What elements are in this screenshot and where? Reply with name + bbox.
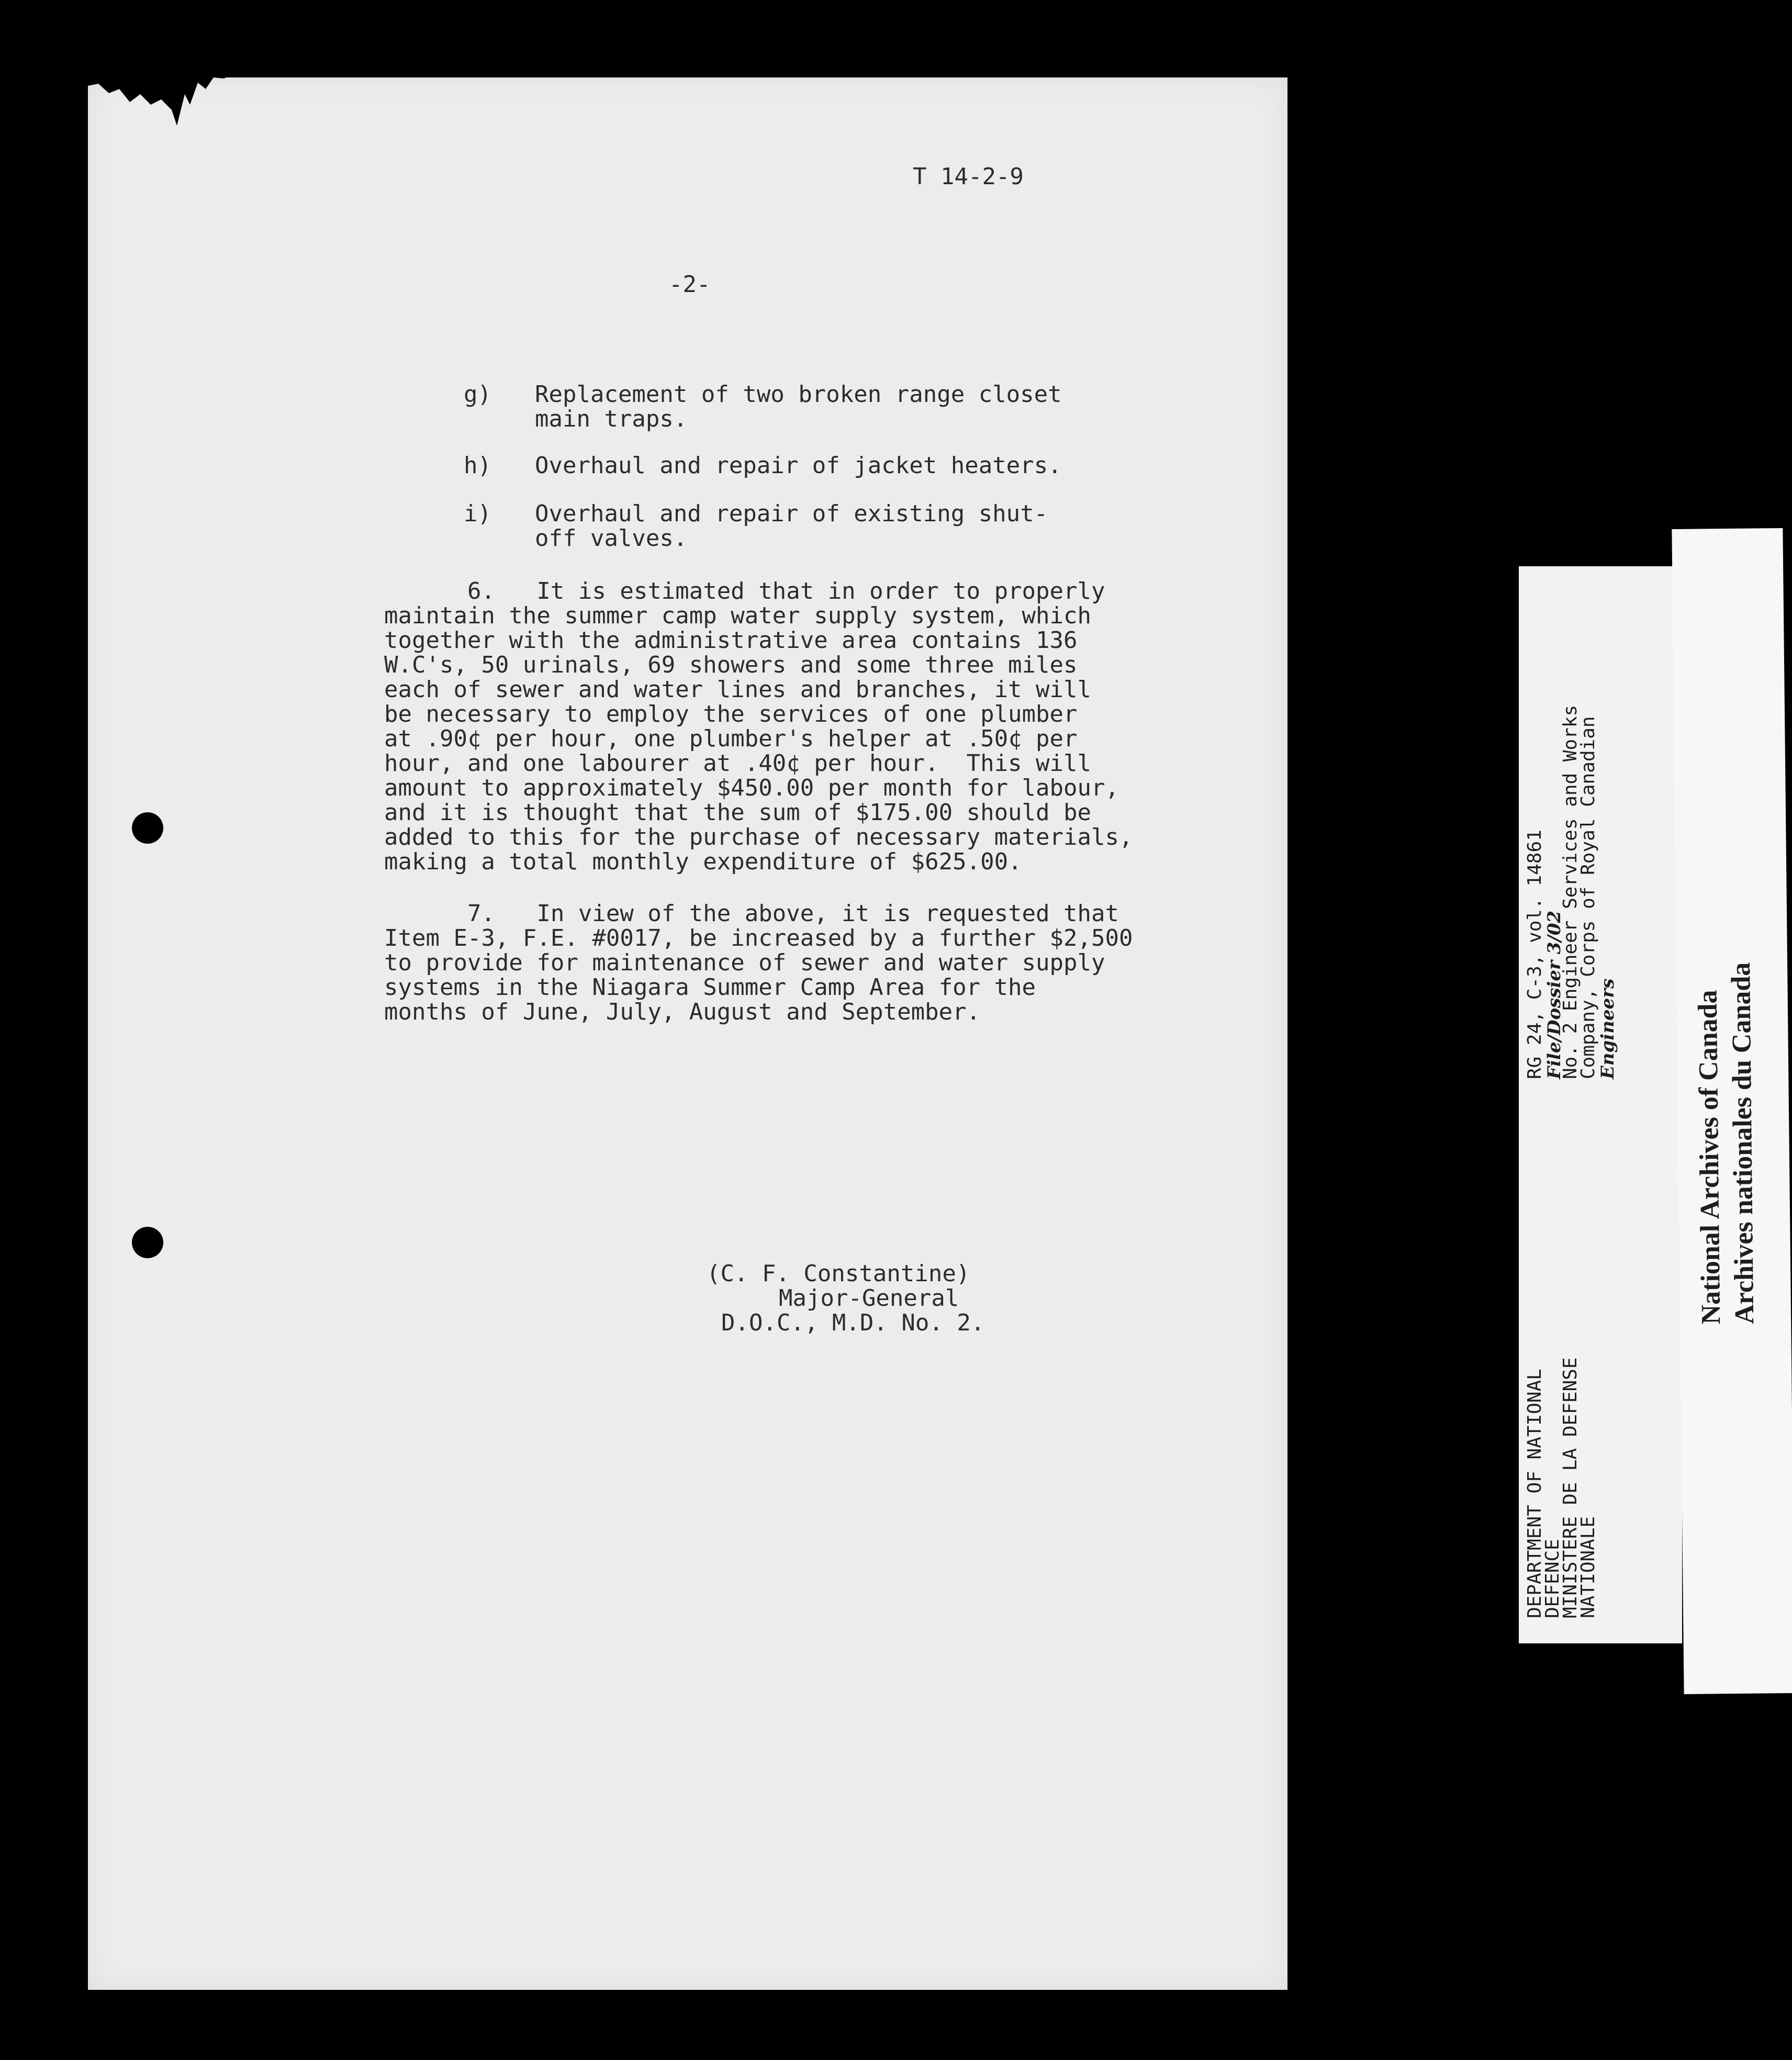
paragraph-6-line: and it is thought that the sum of $175.00 should be: [384, 799, 1092, 826]
signature-title: D.O.C., M.D. No. 2.: [721, 1309, 985, 1336]
page-number: -2-: [669, 271, 711, 298]
paragraph-6-line: 6. It is estimated that in order to properly: [384, 578, 1105, 604]
punch-hole: [132, 812, 163, 844]
paragraph-7-line: systems in the Niagara Summer Camp Area for the: [384, 974, 1036, 1001]
paragraph-6-line: W.C's, 50 urinals, 69 showers and some three miles: [384, 652, 1078, 678]
paragraph-7-line: Item E-3, F.E. #0017, be increased by a further $2,500: [384, 925, 1133, 951]
item-line: Overhaul and repair of jacket heaters.: [535, 452, 1062, 479]
paragraph-6-line: maintain the summer camp water supply system, which: [384, 602, 1092, 629]
unit-line: No. 2 Engineer Services and Works: [1560, 704, 1581, 1079]
department-line: MINISTERE DE LA DEFENSE: [1560, 1357, 1581, 1618]
paragraph-6-line: together with the administrative area contains 136: [384, 627, 1078, 654]
punch-hole: [132, 1227, 163, 1258]
paragraph-7-line: months of June, July, August and September.: [384, 999, 981, 1025]
department-line: DEPARTMENT OF NATIONAL: [1524, 1369, 1545, 1618]
torn-corner: [88, 73, 234, 147]
item-line: Replacement of two broken range closet: [535, 381, 1062, 408]
unit-line: Company, Corps of Royal Canadian: [1577, 716, 1599, 1079]
archives-name-fr: Archives nationales du Canada: [1726, 962, 1760, 1325]
unit-handwritten: Engineers: [1597, 978, 1618, 1079]
item-line: main traps.: [535, 406, 688, 432]
paragraph-7-line: to provide for maintenance of sewer and water supply: [384, 949, 1105, 976]
paragraph-6-line: each of sewer and water lines and branches, it will: [384, 676, 1092, 703]
file-reference: T 14-2-9: [913, 163, 1024, 190]
paragraph-6-line: making a total monthly expenditure of $625.00.: [384, 848, 1022, 875]
archive-reference: RG 24, C-3, vol. 14861: [1524, 830, 1545, 1079]
signature-rank: Major-General: [779, 1285, 959, 1312]
paragraph-6-line: be necessary to employ the services of one plumber: [384, 701, 1078, 727]
paragraph-6-line: hour, and one labourer at .40¢ per hour. This will: [384, 750, 1092, 777]
paragraph-6-line: added to this for the purchase of necessary materials,: [384, 824, 1133, 850]
file-dossier-handwritten: File/Dossier 3/02: [1544, 910, 1565, 1079]
item-line: off valves.: [535, 525, 688, 552]
archives-name-en: National Archives of Canada: [1693, 990, 1727, 1325]
document-page: [88, 77, 1287, 1990]
department-line: DEFENCE: [1542, 1539, 1563, 1618]
faint-bleedthrough: [138, 673, 172, 772]
item-line: Overhaul and repair of existing shut-: [535, 500, 1048, 527]
signature-name: (C. F. Constantine): [707, 1260, 970, 1287]
national-archives-label: [1672, 528, 1792, 1694]
item-letter: h): [464, 452, 491, 479]
archive-reference-label: [1519, 566, 1682, 1643]
department-line: NATIONALE: [1577, 1516, 1599, 1618]
paragraph-6-line: at .90¢ per hour, one plumber's helper at .50¢ per: [384, 725, 1078, 752]
paragraph-7-line: 7. In view of the above, it is requested that: [384, 900, 1119, 927]
paragraph-6-line: amount to approximately $450.00 per month for labour,: [384, 775, 1119, 801]
item-letter: i): [464, 500, 491, 527]
item-letter: g): [464, 381, 491, 408]
